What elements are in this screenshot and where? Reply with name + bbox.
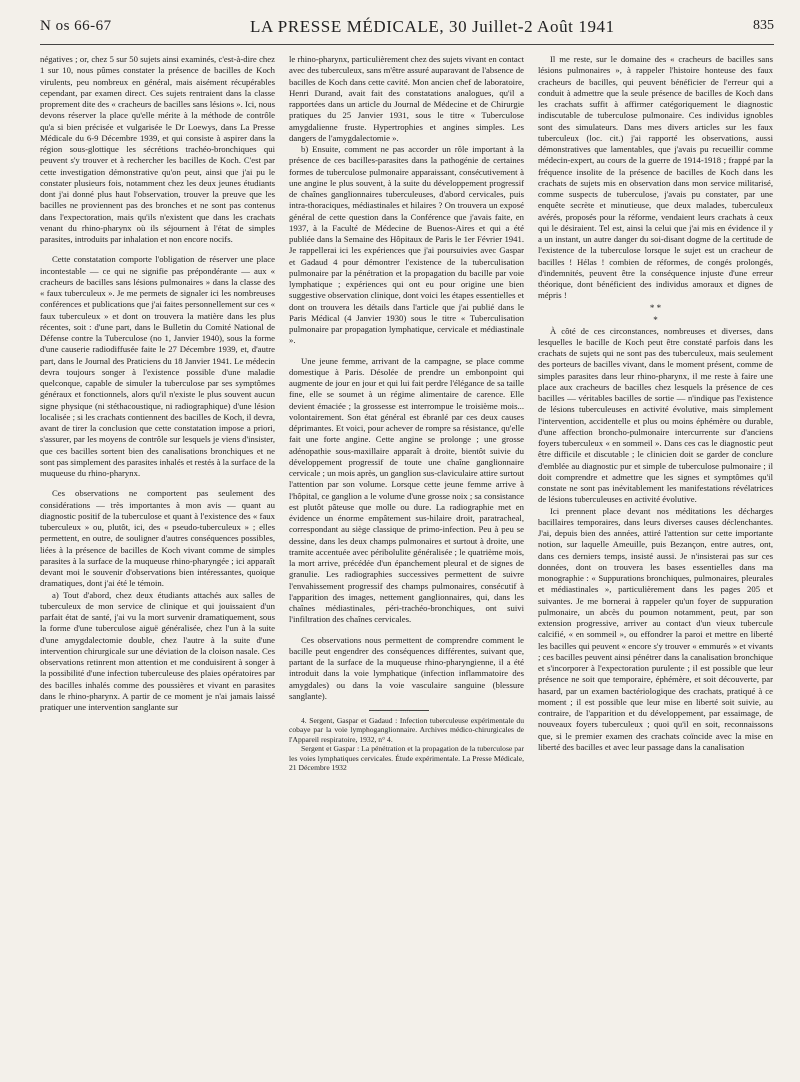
issue-number: N os 66-67 (40, 18, 112, 34)
paragraph: Une jeune femme, arrivant de la campagne, se place comme domestique à Paris. Désolée de prendre un embonpoint qui augmente de jour en jour et qui lui fait perdre l'élégance de sa taille fine, elle se soumet à un régime alimentaire de carence. Elle devient émaciée ; la grossesse est interrompue le troisième mois... volontairement. Son état général est ébranlé par ces deux causes déprimantes. Et voici, pour achever de rompre sa résistance, qu'elle fait une forte angine. Cette angine se prolonge ; une grosse adénopathie sous-maxillaire apparaît à droite, bientôt suivie du développement progressif de toute une chaîne ganglionnaire cervicale ; un mois après, un ganglion sus-claviculaire attire surtout l'attention par son volume. Lorsque cette jeune femme arrive à l'hôpital, ce ganglion a le volume d'une grosse noix ; sa consistance est plutôt pâteuse que molle ou dure. La radiographie met en évidence un énorme empâtement sus-hilaire droit, paratracheal, correspondant au siège classique de primo-infection. Peu à peu se dessine, dans les deux champs pulmonaires et surtout à droite, une tramite accentuée avec péribolulite généralisée ; le quatrième mois, la mort arrive, précédée d'un épanchement pleural et de signes de granulie. Les radiographies successives permettent de suivre l'envahissement progressif des champs pulmonaires, consécutif à l'apparition des images, nettement ganglionnaires, qui, dans les chaînes médiastinales, péri-trachéo-bronchiques, ont suivi l'infiltration des chaînes cervicales. (289, 355, 524, 625)
column-right (538, 54, 773, 772)
paragraph: Ici prennent place devant nos méditations les décharges bacillaires temporaires, dans leurs diverses causes déclenchantes. J'ai, depuis bien des années, attiré l'attention sur cette importante notion, sur laquelle Ameuille, puis Bezançon, entre autres, ont, dans ces derniers temps, insisté aussi. Je n'insisterai pas sur ces données, dont on trouvera les bases essentielles dans ma monographie : « Suppurations bronchiques, pulmonaires, pleurales et médiastinales », particulièrement dans les pages 205 et suivantes. Je me bornerai à rappeler qu'un foyer de suppuration pulmonaire, un abcès du poumon notamment, peut, par son extension progressive, arriver au contact d'un vieux tubercule calcifié, « en sommeil », ou effondrer la paroi et mettre en liberté les bacilles qui peuvent « encore s'y trouver « emmurés » et vivants ; ces bacilles peuvent ainsi pénétrer dans la canalisation bronchique et s'incorporer à l'expectoration purulente ; il est possible que leur présence ne soit que temporaire, éphémère, et soit découverte, par hasard, par un examen bactériologique des crachats, pratiqué à ce moment ; il est possible que leur mise en liberté soit suivie, au contraire, de l'apparition et du développement, par essaimage, de nouveaux foyers tuberculeux ; quoi qu'il en soit, reconnaissons que, si le premier examen des crachats coïncide avec la mise en liberté des bacilles et avec leur passage dans la canalisation (538, 505, 773, 752)
paragraph: Il me reste, sur le domaine des « cracheurs de bacilles sans lésions pulmonaires », à rappeler l'histoire honteuse des faux cracheurs de bacilles, qui peuvent bénéficier de l'erreur qui a conduit à admettre que la seule présence de bacilles de Koch dans les crachats suffit à affirmer catégoriquement le diagnostic indiscutable de tuberculose pulmonaire. Ces individus ignobles sont des simulateurs. Dans mes divers articles sur les faux tuberculeux (loc. cit.) j'ai rapporté les observations, aussi démonstratives que lamentables, que j'avais pu recueillir comme médecin-expert, au cours de la guerre de 1914-1918 ; frappé par la fréquence insolite de la présence de bacilles de Koch dans les crachats de sujets mis en observation dans mon service militarisé, comme suspects de tuberculose, j'avais pu constater, par une enquête secrète et minutieuse, que deux malades, tuberculeux avérés, proposés pour la réforme, vendaient leurs crachats à ceux qui le désiraient. Tel est, ainsi la celui que j'ai mis en évidence il y a un instant, un autre danger du soi-disant dogme de la certitude de l'existence de la tuberculose lorsque le sujet est un cracheur de bacilles ! Hélas ! combien de réformes, de congés prolongés, d'indemnités, peuvent être la conséquence injuste d'une erreur théorique, dont bénéficient des individus amoraux et dignes de mépris ! (538, 54, 773, 301)
paragraph: Ces observations ne comportent pas seulement des considérations — très importantes à mon avis — quant au diagnostic positif de la tuberculose et quant à l'existence des « faux tuberculeux » ou, plutôt, ici, des « pseudo-tuberculeux » ; elles permettent, en outre, de souligner d'autres conséquences possibles, liées à la présence de bacilles de Koch vivant comme de simples parasites à la surface de la muqueuse rhino-pharyngée ; ici apparaît devant moi le souvenir d'observations bien intéressantes, quoique dramatiques, dont j'ai été le témoin. (40, 488, 275, 589)
column-middle (289, 54, 524, 772)
text-columns (40, 54, 774, 772)
column-left (40, 54, 275, 772)
paragraph: négatives ; or, chez 5 sur 50 sujets ainsi examinés, c'est-à-dire chez 1 sur 10, nous pûmes constater la présence de bacilles de Koch virulents, peu nombreux en général, mais aisément récupérables cependant, par examen direct. Ces sujets rentraient dans la classe proprement dite des « cracheurs de bacilles sans lésions ». Ici, nous devons réserver la place qu'elle mérite à la méthode de contrôle qu'a si bien précisée et vulgarisée le Dr Loewys, dans La Presse Médicale du 6-9 Décembre 1939, et qui consiste à aspirer dans la région sous-glottique les sécrétions trachéo-bronchiques qui peuvent s'y trouver et à rechercher les bacilles de Koch. C'est par cette investigation démonstrative qu'on peut, ainsi que j'ai pu le constater plusieurs fois, notamment chez les deux jeunes étudiants dont j'ai donné plus haut l'observation, trouver la preuve que les bacilles ne proviennent pas des bronches et ne sont pas contenus dans l'expectoration, mais qu'ils n'existent que dans les crachats venant du rhino-pharynx où ils séjournent à l'état de simples parasites, introduits par inhalation et non encore nocifs. (40, 54, 275, 244)
page-header (40, 14, 774, 45)
paragraph: Ces observations nous permettent de comprendre comment le bacille peut engendrer des conséquences différentes, suivant que, partant de la surface de la muqueuse rhino-pharyngienne, il a été introduit dans la voie lymphatique (infection inflammatoire des amygdales) ou dans la voie vasculaire sanguine (blessure sanglante). (289, 634, 524, 701)
paragraph: Cette constatation comporte l'obligation de réserver une place incontestable — ce qui ne signifie pas prépondérante — aux « cracheurs de bacilles sans lésions pulmonaires » dans la classe des « faux tuberculeux ». Je me permets de signaler ici les nombreuses conférences et publications que j'ai faites personnellement sur ces « faux tuberculeux » et dont on trouvera la matière dans les plus récentes, soit : d'une part, dans le Bulletin du Comité National de Défense contre la Tuberculose (no 1, Janvier 1940), sous la forme d'une causerie radiodiffusée faite le 27 Décembre 1939, et, d'autre part, dans le Journal des Praticiens du 18 Janvier 1941. Le médecin devra toujours songer à l'existence possible d'une maladie quelconque, capable de simuler la tuberculose par ses symptômes généraux et fonctionnels, alors qu'il n'existe le plus souvent aucun signe physique (ni stéthacoustique, ni radiographique) d'une lésion localisée ; si les crachats contiennent des bacilles de Koch, il devra, avant de tirer la conclusion que cette constatation impose a priori, s'assurer, par les moyens de contrôle sur lesquels je viens d'insister, que ces bacilles sortent bien des canalisations bronchiques et ne sont pas simplement des parasites inhalés et restés à la surface de la muqueuse du rhino-pharynx. (40, 254, 275, 478)
footnote: 4. Sergent, Gaspar et Gadaud : Infection tuberculeuse expérimentale du cobaye par la voie lymphoganglionnaire. Archives médico-chirurgicales de l'Appareil respiratoire, 1932, n° 4. (289, 716, 524, 744)
page-number: 835 (753, 18, 774, 33)
paragraph: a) Tout d'abord, chez deux étudiants attachés aux salles de tuberculeux de mon service de clinique et qui jouissaient d'un parfait état de santé, j'ai vu la mort survenir dramatiquement, sous la forme d'une tuberculose aiguë généralisée, chez l'un à la suite d'une amygdalectomie double, chez l'autre à la suite d'une intervention chirurgicale sur une déviation de la cloison nasale. Ces observations retinrent mon attention et me conduisirent à songer à la possibilité d'une infection tuberculeuse des plaies opératoires par des bacilles inhalés comme des poussières et vivant en parasites dans le rhino-pharynx. A partir de ce moment je n'ai jamais laissé pratiquer une intervention sanglante sur (40, 589, 275, 712)
section-separator-stars: * * * (649, 302, 662, 325)
footnote-rule (369, 710, 429, 711)
footnote: Sergent et Gaspar : La pénétration et la propagation de la tuberculose par les voies lymphatiques cervicales. Étude expérimentale. La Presse Médicale, 21 Décembre 1932 (289, 744, 524, 773)
journal-title-date: LA PRESSE MÉDICALE, 30 Juillet-2 Août 1941 (250, 17, 615, 36)
paragraph: b) Ensuite, comment ne pas accorder un rôle important à la présence de ces bacilles-parasites dans la pathogénie de certaines formes de tuberculose pulmonaire apparaissant, consécutivement à une angine le plus souvent, à la suite du développement progressif de chaînes ganglionnaires tuberculeuses, d'abord cervicales, puis intra-thoraciques, médiastinales et hilaires ? On trouvera un exposé général de cette question dans la Conférence que j'avais faite, en 1937, à la Faculté de Médecine de Buenos-Aires et qui a été publiée dans la Semaine des Hôpitaux de Paris le 1er Février 1941. Je rappellerai ici les expériences que j'ai poursuivies avec Gaspar et Gadaud 4 pour démontrer l'existence de la tuberculisation pulmonaire par la pénétration et la propagation du bacille par voie lymphatique ; expériences qui ont eu pour origine une bien suggestive observation clinique, dont voici les étapes essentielles et dont on trouvera les détails dans l'article que j'ai publié dans le Paris Médical (4 Janvier 1930) sous le titre « Tuberculisation pulmonaire par propagation lymphatique, cervicale et médiastinale ». (289, 144, 524, 346)
paragraph: le rhino-pharynx, particulièrement chez des sujets vivant en contact avec des tuberculeux, sans m'être assuré auparavant de l'absence de bacilles de Koch dans cette cavité. Mon ancien chef de laboratoire, Henri Durand, avait fait des constatations analogues, qu'il a rapportées dans un article du Journal de Médecine et de Chirurgie pratiques du 25 Janvier 1931, sous le titre « Tuberculose amygdalienne fruste. Hypertrophies et angines simples. Les dangers de l'amygdalectomie ». (289, 54, 524, 143)
paragraph: À côté de ces circonstances, nombreuses et diverses, dans lesquelles le bacille de Koch peut être constaté parfois dans les crachats de sujets qui ne sont pas des tuberculeux, mais seulement des porteurs de bacilles vivant, dans le moment présent, comme de simples parasites dans leur rhino-pharynx, il me reste à faire une place aux cracheurs de bacilles chez lesquels la présence de ces bacilles — véritables bacilles de sortie — n'indique pas l'existence de lésions tuberculeuses en activité évolutive, mais simplement l'intervention, accidentelle et plus ou moins éphémère ou durable, d'une affection broncho-pulmonaire intercurrente sur d'anciens foyers tuberculeux « en sommeil ». Dans ces cas le diagnostic peut être difficile et discutable ; le clinicien doit se garder de conclure d'emblée au diagnostic pur et simple de tuberculose pulmonaire ; il doit comprendre et admettre que les signes et symptômes qu'il constate ne sont pas inévitablement les manifestations révélatrices de lésions tuberculeuses en activité évolutive. (538, 325, 773, 505)
